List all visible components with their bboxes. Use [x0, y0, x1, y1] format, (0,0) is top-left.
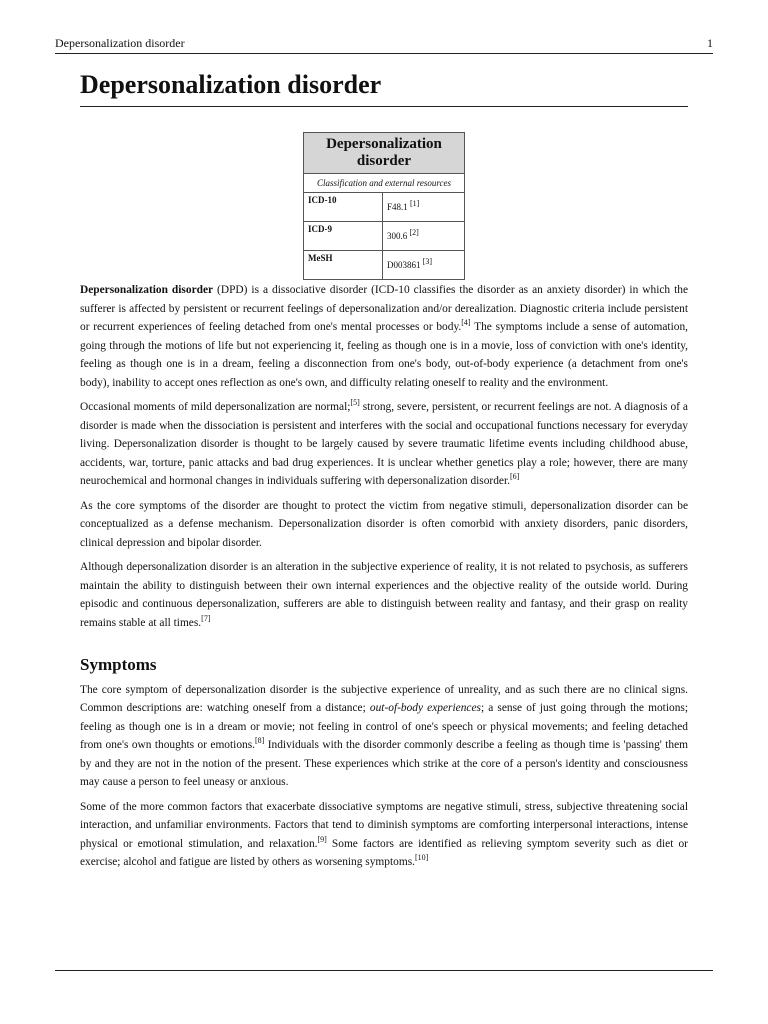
page-number: 1: [707, 36, 713, 50]
infobox-row: [304, 222, 465, 251]
infobox-row: [304, 193, 465, 222]
ref-link[interactable]: [9]: [317, 834, 327, 844]
paragraph: [80, 281, 688, 392]
running-header: [55, 36, 713, 54]
mesh-code[interactable]: D003861: [387, 260, 421, 270]
italic-term: out-of-body experiences: [369, 702, 481, 714]
infobox-row: [304, 251, 465, 280]
paragraph: [80, 681, 688, 792]
page-title: Depersonalization disorder: [80, 70, 688, 107]
article-body: [80, 281, 688, 878]
ref-link[interactable]: [3]: [422, 257, 433, 266]
ref-link[interactable]: [6]: [510, 472, 520, 482]
paragraph: As the core symptoms of the disorder are thought to protect the victim from negative stimuli, depersonalization disorder can be conceptualized as a defense mechanism. Depersonalization disorder is often comorbid with anxiety disorders, panic disorders, clinical depression and bipolar disorder.: [80, 499, 688, 549]
infobox-value: [383, 193, 465, 222]
paragraph: [80, 398, 688, 491]
ref-link[interactable]: [10]: [414, 853, 429, 863]
ref-link[interactable]: [7]: [201, 613, 211, 623]
text-run: Some of the more common factors that exacerbate dissociative symptoms are negative stimuli, stress, subjective threatening social interaction, and unfamiliar environments. Factors that tend to diminish symptoms are comforting interpersonal interactions, intense physical or emotional stimulation, and relaxation.: [80, 800, 688, 850]
ref-link[interactable]: [8]: [255, 736, 265, 746]
infobox: [303, 132, 465, 280]
infobox-label: ICD-9: [304, 222, 383, 251]
text-run: The symptoms include a sense of automation, going through the motions of life but not experiencing it, feeling as though one is in a movie, loss of conviction with one's identity, feeling as though one is in a dream, feeling a disconnection from one's body, out-of-body experience (a detachment from one's body), inability to accept ones reflection as one's own, and difficulty relating oneself to reality and the environment.: [80, 321, 688, 389]
infobox-value: [383, 251, 465, 280]
ref-link[interactable]: [5]: [350, 398, 360, 408]
ref-link[interactable]: [4]: [461, 318, 471, 328]
icd9-code[interactable]: 300.6: [387, 231, 408, 241]
text-run: Individuals with the disorder commonly describe a feeling as though time is 'passing' them by and they are not in the notion of the present. These experiences which strike at the core of a person's identity and consciousness may cause a person to feel uneasy or anxious.: [80, 739, 688, 788]
text-run: Although depersonalization disorder is an alteration in the subjective experience of reality, it is not related to psychosis, as sufferers maintain the ability to distinguish between their own internal experiences and the objective reality of the outside world. During episodic and continuous depersonalization, sufferers are able to distinguish between reality and fantasy, and their grasp on reality remains stable at all times.: [80, 561, 688, 629]
text-run: Occasional moments of mild depersonalization are normal;: [80, 401, 351, 413]
text-run: strong, severe, persistent, or recurrent feelings are not. A diagnosis of a disorder is made when the dissociation is persistent and interferes with the social and occupational functions necessary for everyday living. Depersonalization disorder is thought to be largely caused by severe traumatic lifetime events including childhood abuse, accidents, war, torture, panic attacks and bad drug experiences. It is unclear whether genetics play a role; however, there are many neurochemical and hormonal changes in individuals suffering with depersonalization disorder.: [80, 401, 688, 487]
paragraph: [80, 558, 688, 632]
section-heading-symptoms: Symptoms: [80, 655, 157, 674]
bold-term: Depersonalization disorder: [80, 284, 214, 296]
icd10-code[interactable]: F48.1: [387, 202, 408, 212]
ref-link[interactable]: [2]: [409, 228, 419, 237]
text-run: Some factors are identified as relieving symptom severity such as diet or exercise; alcohol and fatigue are listed by others as worsening symptoms.: [80, 837, 688, 868]
infobox-label: MeSH: [304, 251, 383, 280]
text-run: (DPD) is a dissociative disorder (ICD-10 classifies the disorder as an anxiety disorder) in which the sufferer is affected by persistent or recurrent feelings of depersonalization and/or derealization. Diagnostic criteria include persistent or recurrent experiences of feeling detached from one's mental processes or body.: [80, 284, 689, 333]
infobox-subtitle: Classification and external resources: [304, 174, 465, 193]
infobox-value: [383, 222, 465, 251]
infobox-title: Depersonalization disorder: [304, 133, 465, 174]
infobox-label: ICD-10: [304, 193, 383, 222]
footer-rule: [55, 970, 713, 971]
text-run: ; a sense of just going through the motions; feeling as though one is in a dream or movie; not feeling in control of one's speech or physical movements; and feeling detached from one's own thoughts or emotions.: [80, 702, 688, 751]
running-title: Depersonalization disorder: [55, 36, 185, 50]
paragraph: [80, 798, 688, 872]
ref-link[interactable]: [1]: [410, 199, 420, 208]
text-run: The core symptom of depersonalization disorder is the subjective experience of unreality, and as such there are no clinical signs. Common descriptions are: watching oneself from a distance;: [80, 683, 688, 714]
